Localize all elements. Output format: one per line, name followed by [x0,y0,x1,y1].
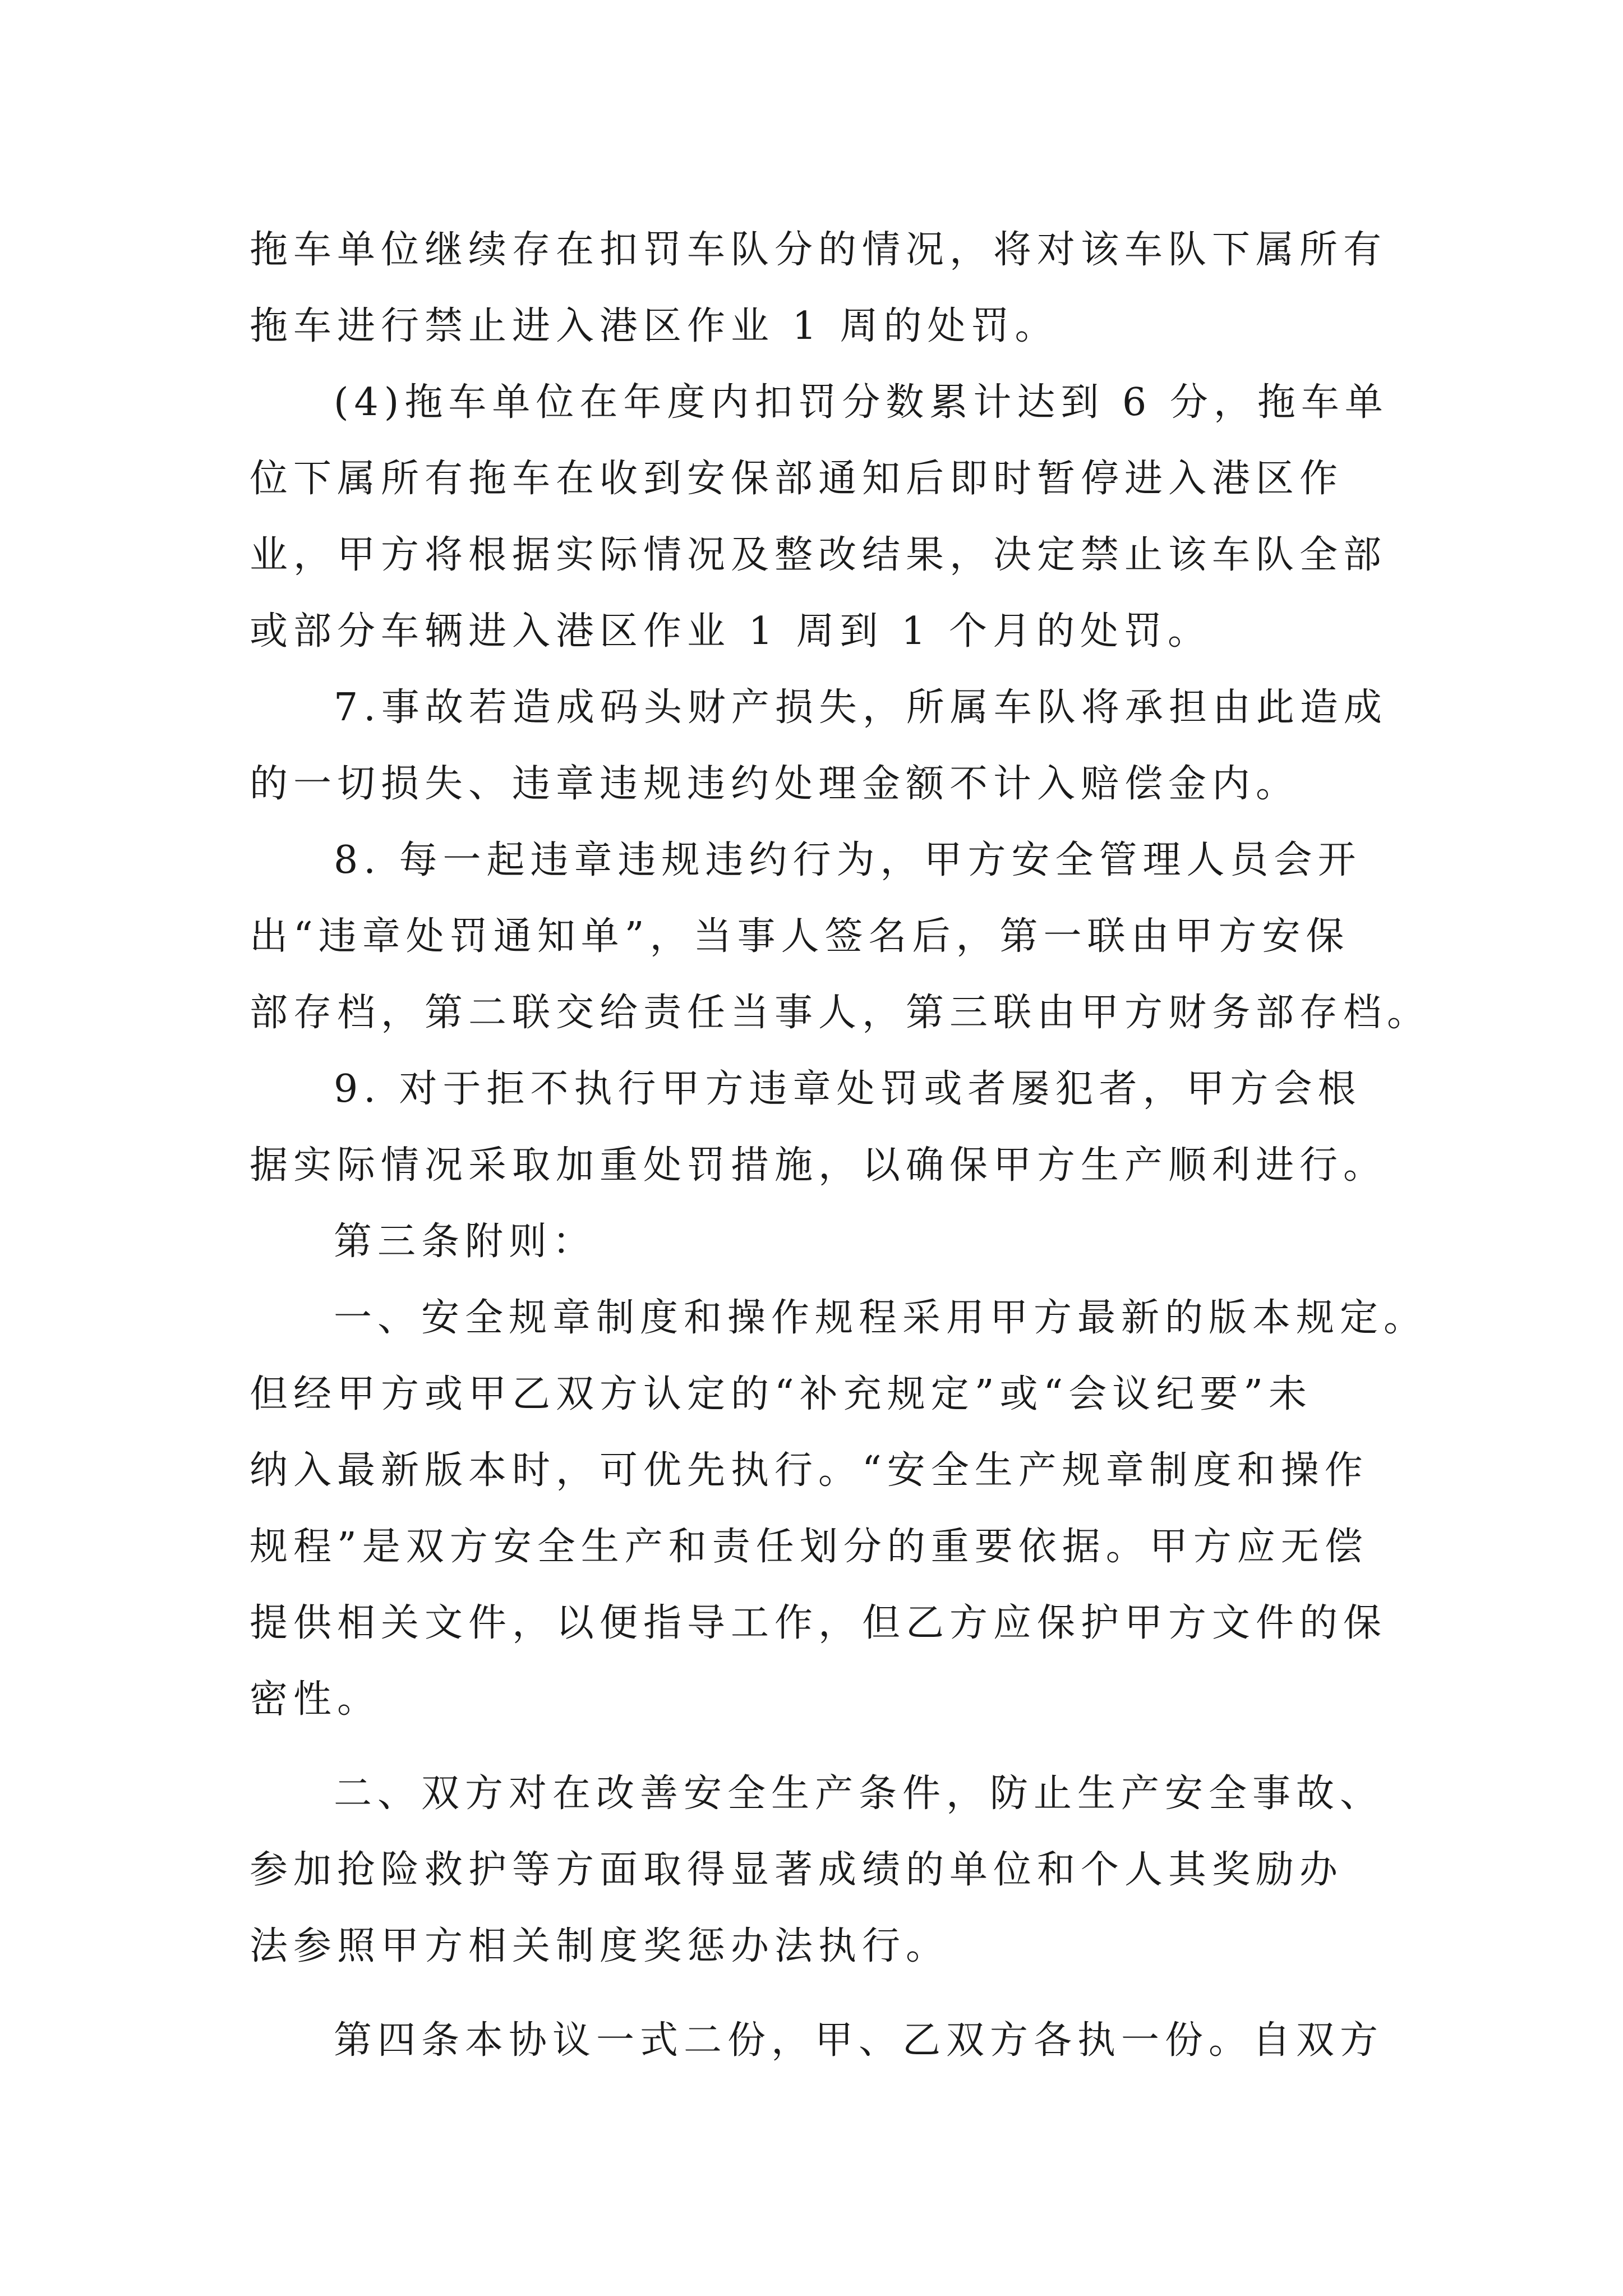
text-line: 规程”是双方安全生产和责任划分的重要依据。甲方应无偿 [250,1525,1368,1569]
text-line: 二、双方对在改善安全生产条件，防止生产安全事故、 [334,1772,1384,1816]
text-line: 出“违章处罚通知单”，当事人签名后，第一联由甲方安保 [250,914,1350,959]
text-line: (4)拖车单位在年度内扣罚分数累计达到 6 分，拖车单 [334,380,1389,425]
text-line: 部存档，第二联交给责任当事人，第三联由甲方财务部存档。 [250,991,1431,1035]
text-line: 提供相关文件，以便指导工作，但乙方应保护甲方文件的保 [250,1601,1387,1645]
text-line: 的一切损失、违章违规违约处理金额不计入赔偿金内。 [250,762,1300,806]
section-heading: 第三条附则： [334,1220,597,1264]
document-body [250,212,1431,2079]
text-line: 但经甲方或甲乙双方认定的“补充规定”或“会议纪要”未 [250,1372,1313,1416]
text-line: 拖车单位继续存在扣罚车队分的情况，将对该车队下属所有 [250,228,1387,272]
text-line: 位下属所有拖车在收到安保部通知后即时暂停进入港区作 [250,457,1344,501]
text-line: 一、安全规章制度和操作规程采用甲方最新的版本规定。 [334,1296,1428,1340]
text-line: 据实际情况采取加重处罚措施，以确保甲方生产顺利进行。 [250,1143,1387,1188]
text-line: 纳入最新版本时，可优先执行。“安全生产规章制度和操作 [250,1448,1368,1493]
text-line: 业，甲方将根据实际情况及整改结果，决定禁止该车队全部 [250,533,1387,577]
text-line: 拖车进行禁止进入港区作业 1 周的处罚。 [250,304,1059,348]
text-line: 法参照甲方相关制度奖惩办法执行。 [250,1924,950,1968]
text-line: 或部分车辆进入港区作业 1 周到 1 个月的处罚。 [250,609,1211,654]
text-line: 第四条本协议一式二份，甲、乙双方各执一份。自双方 [334,2018,1384,2063]
text-line: 密性。 [250,1677,381,1722]
text-line: 9. 对于拒不执行甲方违章处罚或者屡犯者，甲方会根 [334,1067,1362,1111]
text-line: 7.事故若造成码头财产损失，所属车队将承担由此造成 [334,685,1387,730]
text-line: 8. 每一起违章违规违约行为，甲方安全管理人员会开 [334,838,1362,882]
text-line: 参加抢险救护等方面取得显著成绩的单位和个人其奖励办 [250,1848,1344,1892]
